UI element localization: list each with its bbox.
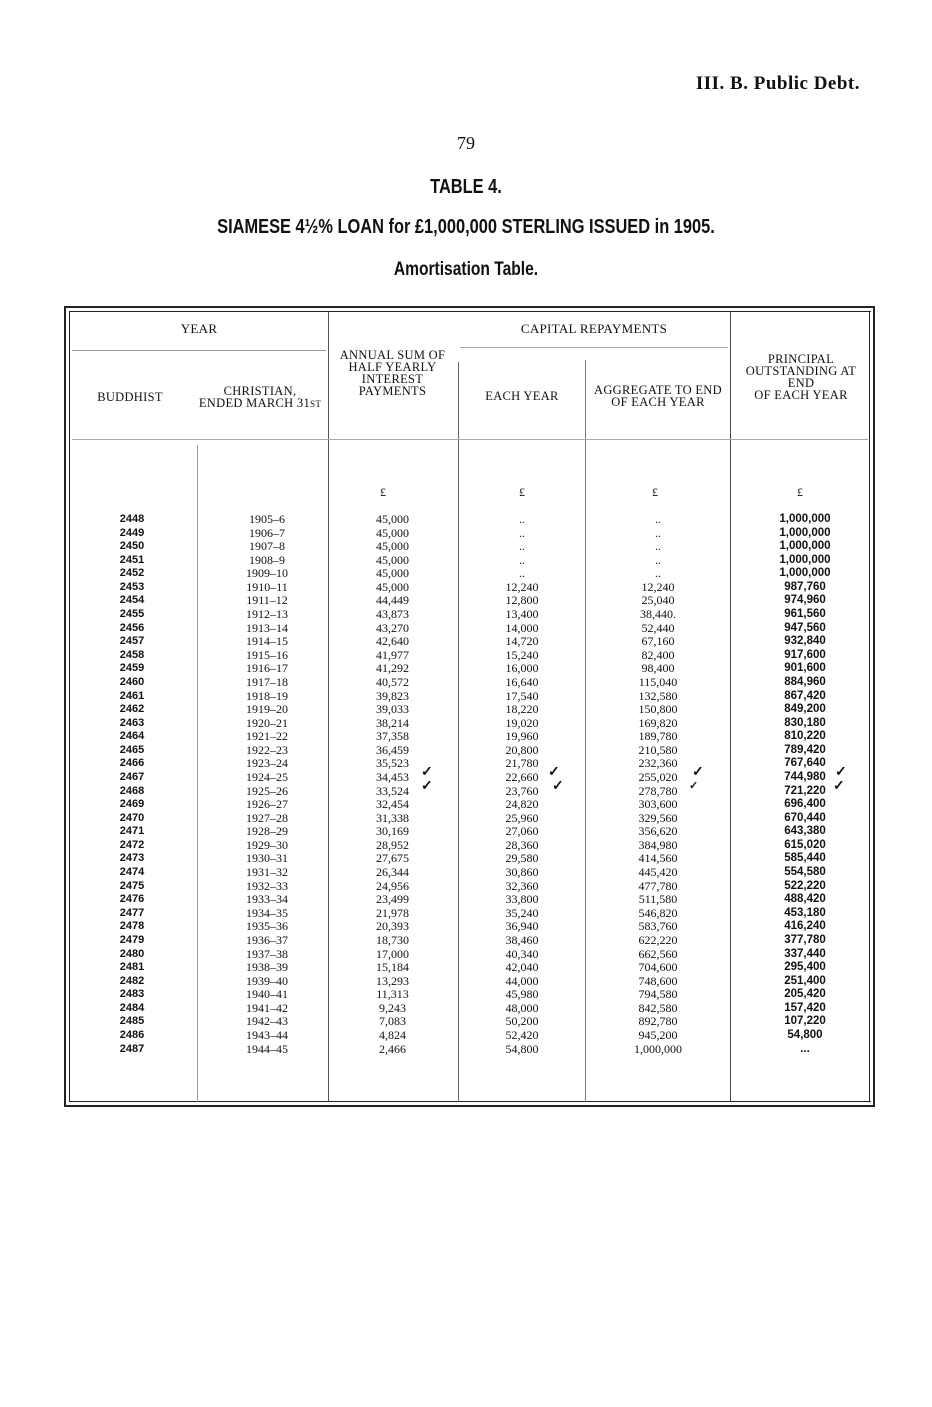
cell-principal: 295,400 <box>784 961 826 974</box>
cell-aggregate: 445,420 <box>638 865 678 880</box>
cell-buddhist: 2473 <box>119 852 145 865</box>
column-each-year <box>462 513 582 1056</box>
cell-each: 12,240 <box>505 579 539 594</box>
cell-christian: 1930–31 <box>246 851 288 866</box>
cell-aggregate: 303,600 <box>638 797 678 812</box>
cell-principal: 251,400 <box>784 974 826 987</box>
cell-interest: 9,243 <box>379 1000 406 1015</box>
cell-each: 18,220 <box>505 702 539 717</box>
cell-principal: 830,180 <box>784 716 826 729</box>
cell-christian: 1920–21 <box>246 715 288 730</box>
header-christian-line-2: ENDED MARCH 31st <box>198 396 322 410</box>
cell-each: 16,000 <box>505 661 539 676</box>
cell-buddhist: 2455 <box>119 608 145 621</box>
unit-aggregate: £ <box>652 485 658 499</box>
cell-interest: 15,184 <box>376 960 409 975</box>
separator-each <box>585 360 586 1102</box>
cell-aggregate: 82,400 <box>641 647 675 662</box>
cell-each: 42,040 <box>505 960 539 975</box>
cell-buddhist: 2479 <box>119 933 145 946</box>
cell-interest: 36,459 <box>376 742 409 757</box>
cell-buddhist: 2462 <box>119 703 145 716</box>
cell-christian: 1942–43 <box>246 1014 288 1029</box>
cell-each: 22,660 <box>505 769 539 784</box>
cell-each: 29,580 <box>505 851 539 866</box>
cell-aggregate: 842,580 <box>638 1000 678 1015</box>
cell-principal: 585,440 <box>784 852 826 865</box>
unit-interest: £ <box>380 485 386 499</box>
cell-buddhist: 2469 <box>119 798 145 811</box>
cell-buddhist: 2467 <box>119 770 145 783</box>
cell-principal: 643,380 <box>784 825 826 838</box>
separator-year <box>328 312 329 1102</box>
cell-aggregate: 38,440. <box>640 607 676 622</box>
cell-aggregate: 356,620 <box>638 824 678 839</box>
cell-principal: 961,560 <box>784 608 826 621</box>
separator-interest <box>458 362 459 1102</box>
header-interest <box>330 349 455 397</box>
header-capital-repayments: CAPITAL REPAYMENTS <box>520 321 668 336</box>
cell-christian: 1931–32 <box>246 865 288 880</box>
cell-aggregate: 794,580 <box>638 987 678 1002</box>
header-year: YEAR <box>180 321 218 336</box>
cell-each: 32,360 <box>505 878 539 893</box>
cell-aggregate: 132,580 <box>638 688 678 703</box>
cell-buddhist: 2453 <box>119 580 145 593</box>
cell-principal: 377,780 <box>784 933 826 946</box>
separator-christian <box>197 445 198 1102</box>
cell-each: 16,640 <box>505 674 539 689</box>
header-rule-capital <box>460 347 728 348</box>
cell-each: .. <box>519 512 525 526</box>
cell-buddhist: 2449 <box>119 526 145 539</box>
check-mark: ✓ <box>421 765 433 780</box>
cell-buddhist: 2460 <box>119 675 145 688</box>
cell-buddhist: 2452 <box>119 567 145 580</box>
check-mark: ✓ <box>552 779 564 794</box>
cell-interest: 11,313 <box>376 987 409 1002</box>
cell-aggregate: 25,040 <box>641 593 675 608</box>
cell-interest: 44,449 <box>376 593 409 608</box>
cell-aggregate: .. <box>655 512 661 526</box>
cell-christian: 1916–17 <box>246 661 288 676</box>
cell-principal: 867,420 <box>784 689 826 702</box>
cell-each: 45,980 <box>505 987 539 1002</box>
cell-aggregate: 892,780 <box>638 1014 678 1029</box>
cell-buddhist: 2477 <box>119 906 145 919</box>
cell-christian: 1932–33 <box>246 878 288 893</box>
cell-buddhist: 2476 <box>119 893 145 906</box>
cell-interest: 26,344 <box>376 865 409 880</box>
cell-christian: 1919–20 <box>246 702 288 717</box>
cell-aggregate: .. <box>655 552 661 567</box>
cell-christian: 1929–30 <box>246 837 288 852</box>
cell-interest: 4,824 <box>379 1027 406 1042</box>
cell-each: 38,460 <box>505 932 539 947</box>
cell-interest: 41,977 <box>376 647 409 662</box>
header-principal-line-1: PRINCIPAL <box>767 352 835 366</box>
cell-each: 12,800 <box>505 593 539 608</box>
cell-principal: 789,420 <box>784 743 826 756</box>
cell-principal: 849,200 <box>784 703 826 716</box>
cell-buddhist: 2448 <box>119 513 145 525</box>
cell-interest: 41,292 <box>376 661 409 676</box>
check-mark: ✓ <box>835 765 847 780</box>
cell-christian: 1938–39 <box>246 960 288 975</box>
cell-interest: 45,000 <box>376 566 409 581</box>
cell-christian: 1907–8 <box>249 539 285 554</box>
header-rule-bottom <box>72 439 868 440</box>
cell-principal: 767,640 <box>784 757 826 770</box>
cell-buddhist: 2480 <box>119 947 145 960</box>
cell-aggregate: 748,600 <box>638 973 678 988</box>
cell-each: 20,800 <box>505 742 539 757</box>
header-principal <box>732 353 870 401</box>
cell-aggregate: 67,160 <box>641 634 675 649</box>
frame-bottom-rule <box>66 1105 875 1107</box>
header-rule-year <box>72 350 326 351</box>
cell-christian: 1941–42 <box>246 1000 288 1015</box>
cell-aggregate: 255,020 <box>638 769 678 784</box>
cell-aggregate: 150,800 <box>638 702 678 717</box>
cell-principal: 554,580 <box>784 866 826 879</box>
cell-buddhist: 2475 <box>119 879 145 892</box>
cell-principal: 721,220 <box>784 784 826 797</box>
frame-top-rule <box>66 306 875 308</box>
cell-each: 50,200 <box>505 1014 539 1029</box>
cell-each: 35,240 <box>505 905 539 920</box>
cell-interest: 45,000 <box>376 512 409 526</box>
cell-principal: 974,960 <box>784 594 826 607</box>
cell-buddhist: 2464 <box>119 730 145 743</box>
cell-interest: 34,453 <box>376 769 409 784</box>
unit-principal: £ <box>797 485 803 499</box>
check-mark: ✓ <box>833 779 845 794</box>
cell-christian: 1917–18 <box>246 674 288 689</box>
cell-each: 24,820 <box>505 797 539 812</box>
cell-aggregate: 662,560 <box>638 946 678 961</box>
cell-aggregate: 583,760 <box>638 919 678 934</box>
cell-principal: 901,600 <box>784 662 826 675</box>
cell-interest: 37,358 <box>376 729 409 744</box>
frame-left-rule-inner <box>69 311 70 1102</box>
check-mark: ✓ <box>692 765 704 780</box>
cell-principal: 1,000,000 <box>779 567 831 580</box>
cell-buddhist: 2450 <box>119 540 145 553</box>
cell-interest: 13,293 <box>376 973 409 988</box>
cell-interest: 23,499 <box>376 892 409 907</box>
cell-buddhist: 2485 <box>119 1015 145 1028</box>
cell-principal: 107,220 <box>784 1015 826 1028</box>
cell-interest: 43,873 <box>376 607 409 622</box>
cell-principal: 1,000,000 <box>779 540 831 553</box>
unit-each-year: £ <box>519 485 525 499</box>
cell-principal: 54,800 <box>787 1028 823 1041</box>
cell-aggregate: .. <box>655 566 661 581</box>
cell-each: .. <box>519 525 525 540</box>
cell-christian: 1921–22 <box>246 729 288 744</box>
cell-principal: 670,440 <box>784 811 826 824</box>
cell-interest: 2,466 <box>379 1041 406 1056</box>
column-principal <box>740 513 870 1056</box>
cell-principal: 987,760 <box>784 580 826 593</box>
check-mark: ✓ <box>421 779 433 794</box>
cell-buddhist: 2470 <box>119 811 145 824</box>
cell-aggregate: 546,820 <box>638 905 678 920</box>
cell-christian: 1923–24 <box>246 756 288 771</box>
cell-interest: 35,523 <box>376 756 409 771</box>
cell-interest: 32,454 <box>376 797 409 812</box>
cell-each: 27,060 <box>505 824 539 839</box>
cell-buddhist: 2483 <box>119 988 145 1001</box>
cell-interest: 18,730 <box>376 932 409 947</box>
cell-buddhist: 2456 <box>119 621 145 634</box>
frame-top-rule-inner <box>70 311 871 312</box>
cell-christian: 1924–25 <box>246 769 288 784</box>
cell-buddhist: 2465 <box>119 743 145 756</box>
column-christian <box>222 513 312 1056</box>
cell-aggregate: 169,820 <box>638 715 678 730</box>
cell-principal: 615,020 <box>784 838 826 851</box>
header-interest-line-1: ANNUAL SUM OF <box>339 348 446 362</box>
cell-principal: 522,220 <box>784 879 826 892</box>
cell-interest: 38,214 <box>376 715 409 730</box>
cell-buddhist: 2457 <box>119 635 145 648</box>
header-principal-line-2: OUTSTANDING AT END <box>745 364 857 390</box>
cell-christian: 1943–44 <box>246 1027 288 1042</box>
cell-principal: 205,420 <box>784 988 826 1001</box>
cell-interest: 45,000 <box>376 539 409 554</box>
cell-aggregate: 52,440 <box>641 620 675 635</box>
cell-buddhist: 2463 <box>119 716 145 729</box>
cell-christian: 1937–38 <box>246 946 288 961</box>
cell-interest: 7,083 <box>379 1014 406 1029</box>
cell-principal: 884,960 <box>784 675 826 688</box>
cell-each: 19,020 <box>505 715 539 730</box>
cell-christian: 1934–35 <box>246 905 288 920</box>
cell-each: .. <box>519 566 525 581</box>
cell-aggregate: 414,560 <box>638 851 678 866</box>
cell-aggregate: 98,400 <box>641 661 675 676</box>
cell-each: 17,540 <box>505 688 539 703</box>
cell-principal: 157,420 <box>784 1001 826 1014</box>
cell-christian: 1913–14 <box>246 620 288 635</box>
cell-interest: 43,270 <box>376 620 409 635</box>
cell-each: .. <box>519 539 525 554</box>
cell-each: 25,960 <box>505 810 539 825</box>
separator-principal <box>730 312 731 1102</box>
cell-interest: 45,000 <box>376 552 409 567</box>
cell-principal: 696,400 <box>784 798 826 811</box>
running-head: III. B. Public Debt. <box>695 73 860 94</box>
cell-buddhist: 2458 <box>119 648 145 661</box>
header-principal-line-3: OF EACH YEAR <box>754 388 848 402</box>
cell-principal: 917,600 <box>784 648 826 661</box>
cell-interest: 45,000 <box>376 579 409 594</box>
cell-aggregate: 329,560 <box>638 810 678 825</box>
cell-aggregate: 210,580 <box>638 742 678 757</box>
cell-christian: 1940–41 <box>246 987 288 1002</box>
cell-buddhist: 2482 <box>119 974 145 987</box>
page-number: 79 <box>457 133 475 153</box>
cell-christian: 1911–12 <box>246 593 288 608</box>
cell-aggregate: .. <box>655 539 661 554</box>
header-christian-line-1: CHRISTIAN, <box>223 384 297 398</box>
cell-aggregate: 477,780 <box>638 878 678 893</box>
header-aggregate-line-2: OF EACH YEAR <box>611 395 705 409</box>
header-interest-line-3: INTEREST <box>361 372 424 386</box>
check-mark: ✓ <box>548 765 560 780</box>
cell-christian: 1927–28 <box>246 810 288 825</box>
cell-buddhist: 2454 <box>119 594 145 607</box>
cell-principal: 488,420 <box>784 893 826 906</box>
cell-christian: 1912–13 <box>246 607 288 622</box>
column-buddhist <box>104 513 160 1056</box>
cell-principal: 416,240 <box>784 920 826 933</box>
cell-aggregate: 115,040 <box>638 674 678 689</box>
cell-aggregate: 1,000,000 <box>634 1041 682 1056</box>
cell-principal: 1,000,000 <box>779 553 831 566</box>
table-subtitle: Amortisation Table. <box>393 259 539 280</box>
cell-each: 48,000 <box>505 1000 539 1015</box>
cell-buddhist: 2461 <box>119 689 145 702</box>
table-title: SIAMESE 4½% LOAN for £1,000,000 STERLING ISSUED in 1905. <box>217 216 715 238</box>
cell-principal: 1,000,000 <box>779 513 831 525</box>
cell-interest: 28,952 <box>376 837 409 852</box>
cell-christian: 1922–23 <box>246 742 288 757</box>
frame-left-rule <box>64 306 66 1107</box>
cell-buddhist: 2486 <box>119 1028 145 1041</box>
cell-each: .. <box>519 552 525 567</box>
cell-christian: 1933–34 <box>246 892 288 907</box>
cell-each: 14,000 <box>505 620 539 635</box>
cell-principal: 932,840 <box>784 635 826 648</box>
cell-principal: 1,000,000 <box>779 526 831 539</box>
cell-interest: 33,524 <box>376 783 409 798</box>
check-mark: ✓ <box>689 780 699 792</box>
cell-christian: 1909–10 <box>246 566 288 581</box>
cell-buddhist: 2468 <box>119 784 145 797</box>
cell-christian: 1908–9 <box>249 552 285 567</box>
cell-interest: 21,978 <box>376 905 409 920</box>
cell-christian: 1925–26 <box>246 783 288 798</box>
cell-aggregate: 232,360 <box>638 756 678 771</box>
cell-aggregate: 278,780 <box>638 783 678 798</box>
cell-buddhist: 2487 <box>119 1042 145 1055</box>
cell-each: 40,340 <box>505 946 539 961</box>
cell-each: 21,780 <box>505 756 539 771</box>
header-aggregate-line-1: AGGREGATE TO END <box>594 383 722 397</box>
cell-buddhist: 2451 <box>119 553 145 566</box>
cell-interest: 30,169 <box>376 824 409 839</box>
cell-principal: 453,180 <box>784 906 826 919</box>
cell-christian: 1910–11 <box>246 579 288 594</box>
cell-principal: 947,560 <box>784 621 826 634</box>
cell-each: 30,860 <box>505 865 539 880</box>
cell-each: 23,760 <box>505 783 539 798</box>
cell-aggregate: 189,780 <box>638 729 678 744</box>
frame-bottom-rule-inner <box>70 1101 871 1102</box>
cell-christian: 1914–15 <box>246 634 288 649</box>
header-interest-line-4: PAYMENTS <box>358 384 427 398</box>
header-interest-line-2: HALF YEARLY <box>348 360 437 374</box>
cell-christian: 1939–40 <box>246 973 288 988</box>
column-interest <box>330 513 455 1056</box>
cell-buddhist: 2484 <box>119 1001 145 1014</box>
cell-each: 28,360 <box>505 837 539 852</box>
cell-principal: 810,220 <box>784 730 826 743</box>
header-each-year: EACH YEAR <box>485 389 559 403</box>
cell-buddhist: 2474 <box>119 866 145 879</box>
cell-interest: 39,823 <box>376 688 409 703</box>
cell-aggregate: 384,980 <box>638 837 678 852</box>
frame-right-rule <box>873 306 875 1107</box>
cell-buddhist: 2466 <box>119 757 145 770</box>
cell-principal: 744,980 <box>784 770 826 783</box>
cell-interest: 27,675 <box>376 851 409 866</box>
cell-christian: 1918–19 <box>246 688 288 703</box>
cell-principal: 337,440 <box>784 947 826 960</box>
cell-aggregate: 622,220 <box>638 932 678 947</box>
cell-christian: 1915–16 <box>246 647 288 662</box>
cell-christian: 1944–45 <box>246 1041 288 1056</box>
column-aggregate <box>588 513 728 1056</box>
cell-each: 52,420 <box>505 1027 539 1042</box>
cell-christian: 1935–36 <box>246 919 288 934</box>
cell-each: 19,960 <box>505 729 539 744</box>
cell-buddhist: 2478 <box>119 920 145 933</box>
cell-buddhist: 2471 <box>119 825 145 838</box>
cell-aggregate: 945,200 <box>638 1027 678 1042</box>
cell-interest: 42,640 <box>376 634 409 649</box>
cell-each: 36,940 <box>505 919 539 934</box>
cell-aggregate: 511,580 <box>638 892 678 907</box>
cell-each: 33,800 <box>505 892 539 907</box>
cell-christian: 1905–6 <box>249 512 285 526</box>
cell-interest: 20,393 <box>376 919 409 934</box>
cell-christian: 1928–29 <box>246 824 288 839</box>
cell-christian: 1936–37 <box>246 932 288 947</box>
cell-christian: 1926–27 <box>246 797 288 812</box>
cell-aggregate: 12,240 <box>641 579 675 594</box>
cell-aggregate: .. <box>655 525 661 540</box>
cell-interest: 24,956 <box>376 878 409 893</box>
cell-each: 14,720 <box>505 634 539 649</box>
cell-buddhist: 2481 <box>119 961 145 974</box>
cell-interest: 40,572 <box>376 674 409 689</box>
cell-principal: ... <box>800 1042 810 1055</box>
cell-each: 13,400 <box>505 607 539 622</box>
cell-each: 54,800 <box>505 1041 539 1056</box>
cell-christian: 1906–7 <box>249 525 285 540</box>
cell-interest: 31,338 <box>376 810 409 825</box>
cell-interest: 39,033 <box>376 702 409 717</box>
cell-each: 44,000 <box>505 973 539 988</box>
header-aggregate <box>588 384 728 408</box>
header-buddhist: BUDDHIST <box>97 390 163 404</box>
header-christian <box>190 385 330 409</box>
cell-buddhist: 2459 <box>119 662 145 675</box>
cell-aggregate: 704,600 <box>638 960 678 975</box>
cell-buddhist: 2472 <box>119 838 145 851</box>
cell-each: 15,240 <box>505 647 539 662</box>
table-number: TABLE 4. <box>430 176 502 198</box>
cell-interest: 17,000 <box>376 946 409 961</box>
cell-interest: 45,000 <box>376 525 409 540</box>
